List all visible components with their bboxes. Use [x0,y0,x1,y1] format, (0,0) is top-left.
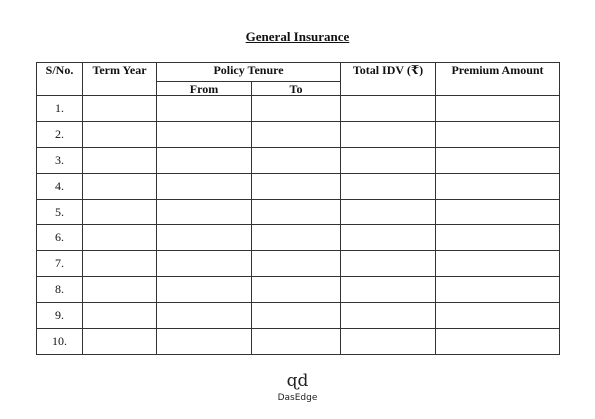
cell-from[interactable] [157,329,252,355]
cell-term-year[interactable] [83,173,157,199]
cell-premium-amount[interactable] [436,173,560,199]
cell-to[interactable] [252,251,341,277]
cell-to[interactable] [252,303,341,329]
cell-to[interactable] [252,121,341,147]
header-total-idv: Total IDV (₹) [341,63,436,96]
page-title: General Insurance [245,29,350,44]
header-term-year: Term Year [83,63,157,96]
cell-to[interactable] [252,277,341,303]
cell-to[interactable] [252,329,341,355]
cell-from[interactable] [157,173,252,199]
row-number: 10. [37,329,83,355]
cell-total-idv[interactable] [341,147,436,173]
cell-term-year[interactable] [83,96,157,122]
cell-total-idv[interactable] [341,251,436,277]
cell-to[interactable] [252,147,341,173]
row-number: 3. [37,147,83,173]
cell-total-idv[interactable] [341,199,436,225]
row-number: 9. [37,303,83,329]
cell-term-year[interactable] [83,147,157,173]
cell-premium-amount[interactable] [436,303,560,329]
cell-total-idv[interactable] [341,173,436,199]
cell-premium-amount[interactable] [436,251,560,277]
cell-total-idv[interactable] [341,329,436,355]
cell-premium-amount[interactable] [436,121,560,147]
cell-total-idv[interactable] [341,121,436,147]
header-from: From [157,82,252,96]
cell-premium-amount[interactable] [436,199,560,225]
table-row [37,199,560,225]
cell-term-year[interactable] [83,225,157,251]
logo-text: DasEdge [277,393,318,403]
cell-premium-amount[interactable] [436,225,560,251]
cell-premium-amount[interactable] [436,147,560,173]
cell-term-year[interactable] [83,303,157,329]
cell-to[interactable] [252,199,341,225]
header-policy-tenure: Policy Tenure [157,63,341,82]
table-row [37,277,560,303]
row-number: 6. [37,225,83,251]
row-number: 4. [37,173,83,199]
cell-term-year[interactable] [83,277,157,303]
row-number: 7. [37,251,83,277]
cell-from[interactable] [157,277,252,303]
cell-from[interactable] [157,251,252,277]
cell-total-idv[interactable] [341,96,436,122]
table-row [37,173,560,199]
cell-premium-amount[interactable] [436,277,560,303]
logo-mark-icon: ɋd [286,371,309,391]
header-to: To [252,82,341,96]
row-number: 8. [37,277,83,303]
table-row [37,121,560,147]
cell-total-idv[interactable] [341,303,436,329]
table-row [37,225,560,251]
cell-total-idv[interactable] [341,277,436,303]
cell-term-year[interactable] [83,199,157,225]
header-sno: S/No. [37,63,83,96]
table-row [37,96,560,122]
cell-from[interactable] [157,121,252,147]
table-row [37,329,560,355]
table-row [37,303,560,329]
cell-term-year[interactable] [83,251,157,277]
cell-term-year[interactable] [83,121,157,147]
table-row [37,251,560,277]
cell-from[interactable] [157,303,252,329]
row-number: 1. [37,96,83,122]
brand-logo [0,373,595,403]
cell-term-year[interactable] [83,329,157,355]
row-number: 2. [37,121,83,147]
cell-total-idv[interactable] [341,225,436,251]
cell-to[interactable] [252,96,341,122]
cell-from[interactable] [157,147,252,173]
cell-premium-amount[interactable] [436,329,560,355]
header-premium-amount: Premium Amount [436,63,560,96]
cell-from[interactable] [157,96,252,122]
cell-to[interactable] [252,173,341,199]
cell-to[interactable] [252,225,341,251]
row-number: 5. [37,199,83,225]
table-row [37,147,560,173]
cell-from[interactable] [157,199,252,225]
insurance-table [36,62,560,355]
cell-premium-amount[interactable] [436,96,560,122]
cell-from[interactable] [157,225,252,251]
